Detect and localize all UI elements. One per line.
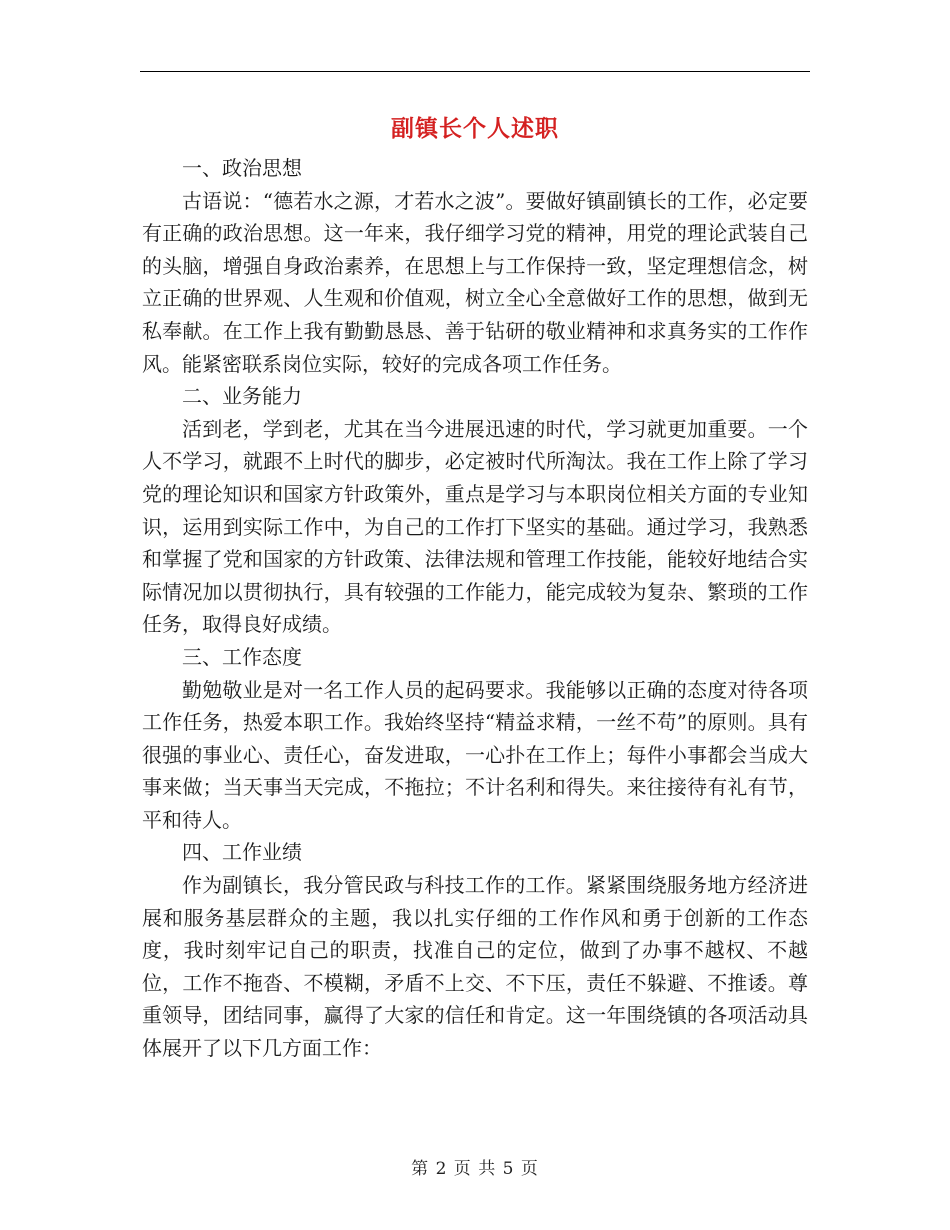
heading-politics: 一、政治思想 bbox=[182, 156, 302, 180]
page-number: 第 2 页 共 5 页 bbox=[411, 1159, 539, 1179]
document-body bbox=[142, 152, 808, 1065]
header-rule bbox=[140, 71, 810, 72]
paragraph-attitude: 勤勉敬业是对一名工作人员的起码要求。我能够以正确的态度对待各项工作任务，热爱本职工作。我始终坚持“精益求精，一丝不苟”的原则。具有很强的事业心、责任心，奋发进取，一心扑在工作上；每件小事都会当成大事来做；当天事当天完成，不拖拉；不计名利和得失。来往接待有礼有节，平和待人。 bbox=[142, 677, 808, 832]
document-title: 副镇长个人述职 bbox=[391, 115, 559, 142]
paragraph-ability: 活到老，学到老，尤其在当今进展迅速的时代，学习就更加重要。一个人不学习，就跟不上时代的脚步，必定被时代所淘汰。我在工作上除了学习党的理论知识和国家方针政策外，重点是学习与本职岗位相关方面的专业知识，运用到实际工作中，为自己的工作打下坚实的基础。通过学习，我熟悉和掌握了党和国家的方针政策、法律法规和管理工作技能，能较好地结合实际情况加以贯彻执行，具有较强的工作能力，能完成较为复杂、繁琐的工作任务，取得良好成绩。 bbox=[142, 416, 808, 637]
heading-ability: 二、业务能力 bbox=[182, 384, 302, 409]
heading-attitude: 三、工作态度 bbox=[182, 644, 302, 669]
paragraph-politics: 古语说：“德若水之源，才若水之波”。要做好镇副镇长的工作，必定要有正确的政治思想。这一年来，我仔细学习党的精神，用党的理论武装自己的头脑，增强自身政治素养，在思想上与工作保持一致，坚定理想信念，树立正确的世界观、人生观和价值观，树立全心全意做好工作的思想，做到无私奉献。在工作上我有勤勤恳恳、善于钻研的敬业精神和求真务实的工作作风。能紧密联系岗位实际，较好的完成各项工作任务。 bbox=[142, 188, 808, 376]
heading-performance: 四、工作业绩 bbox=[182, 840, 302, 865]
paragraph-performance: 作为副镇长，我分管民政与科技工作的工作。紧紧围绕服务地方经济进展和服务基层群众的主题，我以扎实仔细的工作作风和勇于创新的工作态度，我时刻牢记自己的职责，找准自己的定位，做到了办事不越权、不越位，工作不拖沓、不模糊，矛盾不上交、不下压，责任不躲避、不推诿。尊重领导，团结同事，赢得了大家的信任和肯定。这一年围绕镇的各项活动具体展开了以下几方面工作： bbox=[142, 873, 808, 1061]
